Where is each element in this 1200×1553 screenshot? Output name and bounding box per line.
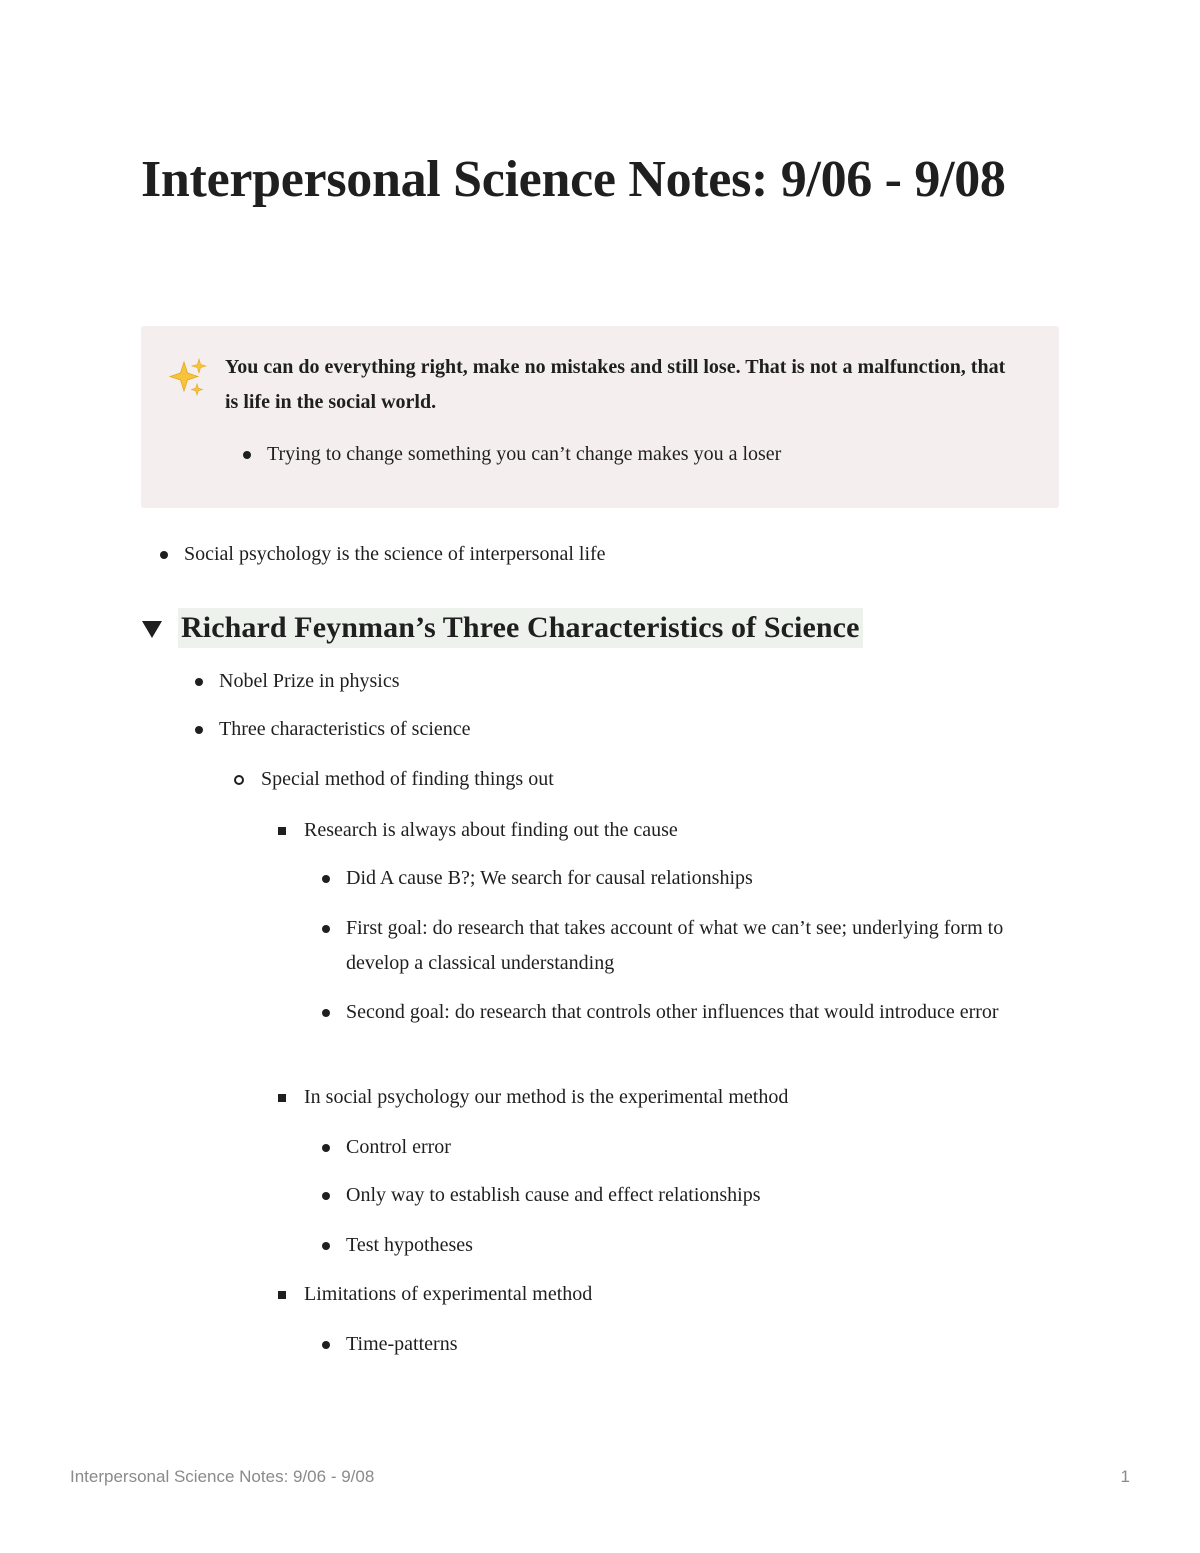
nested-list-l4 (346, 861, 1046, 1030)
callout-quote: You can do everything right, make no mistakes and still lose. That is not a malfunction, that is life in the social world. (225, 356, 1006, 413)
list-item: Did A cause B?; We search for causal relationships (346, 861, 1046, 896)
list-item: Time-patterns (346, 1327, 457, 1362)
nested-list-l3 (304, 1277, 592, 1312)
nested-list-l3 (304, 813, 678, 848)
list-item: Control error (346, 1130, 761, 1165)
toggle-list (219, 664, 471, 747)
list-item: First goal: do research that takes account of what we can’t see; underlying form to develop a classical understanding (346, 911, 1046, 981)
intro-list (184, 537, 606, 572)
callout-block (141, 326, 1059, 508)
nested-list-l4 (346, 1327, 457, 1362)
nested-list-l2 (261, 762, 554, 797)
sparkles-icon (165, 356, 209, 400)
nested-list-l3 (304, 1080, 788, 1115)
toggle-heading[interactable] (141, 608, 863, 648)
list-item: Limitations of experimental method (304, 1277, 592, 1312)
footer-title: Interpersonal Science Notes: 9/06 - 9/08 (70, 1467, 375, 1486)
toggle-heading-text: Richard Feynman’s Three Characteristics of Science (178, 608, 863, 648)
list-item: In social psychology our method is the experimental method (304, 1080, 788, 1115)
list-item: Nobel Prize in physics (219, 664, 471, 699)
list-item: Test hypotheses (346, 1228, 761, 1263)
list-item: Research is always about finding out the cause (304, 813, 678, 848)
nested-list-l4 (346, 1130, 761, 1263)
callout-list-item: Trying to change something you can’t change makes you a loser (267, 437, 781, 472)
page-number: 1 (1120, 1467, 1130, 1486)
page-title: Interpersonal Science Notes: 9/06 - 9/08 (141, 151, 1006, 208)
callout-list (267, 437, 781, 472)
list-item: Special method of finding things out (261, 762, 554, 797)
triangle-down-icon[interactable] (141, 618, 163, 640)
list-item: Only way to establish cause and effect relationships (346, 1178, 761, 1213)
list-item: Three characteristics of science (219, 712, 471, 747)
list-item: Social psychology is the science of interpersonal life (184, 537, 606, 572)
list-item: Second goal: do research that controls other influences that would introduce error (346, 995, 1046, 1030)
